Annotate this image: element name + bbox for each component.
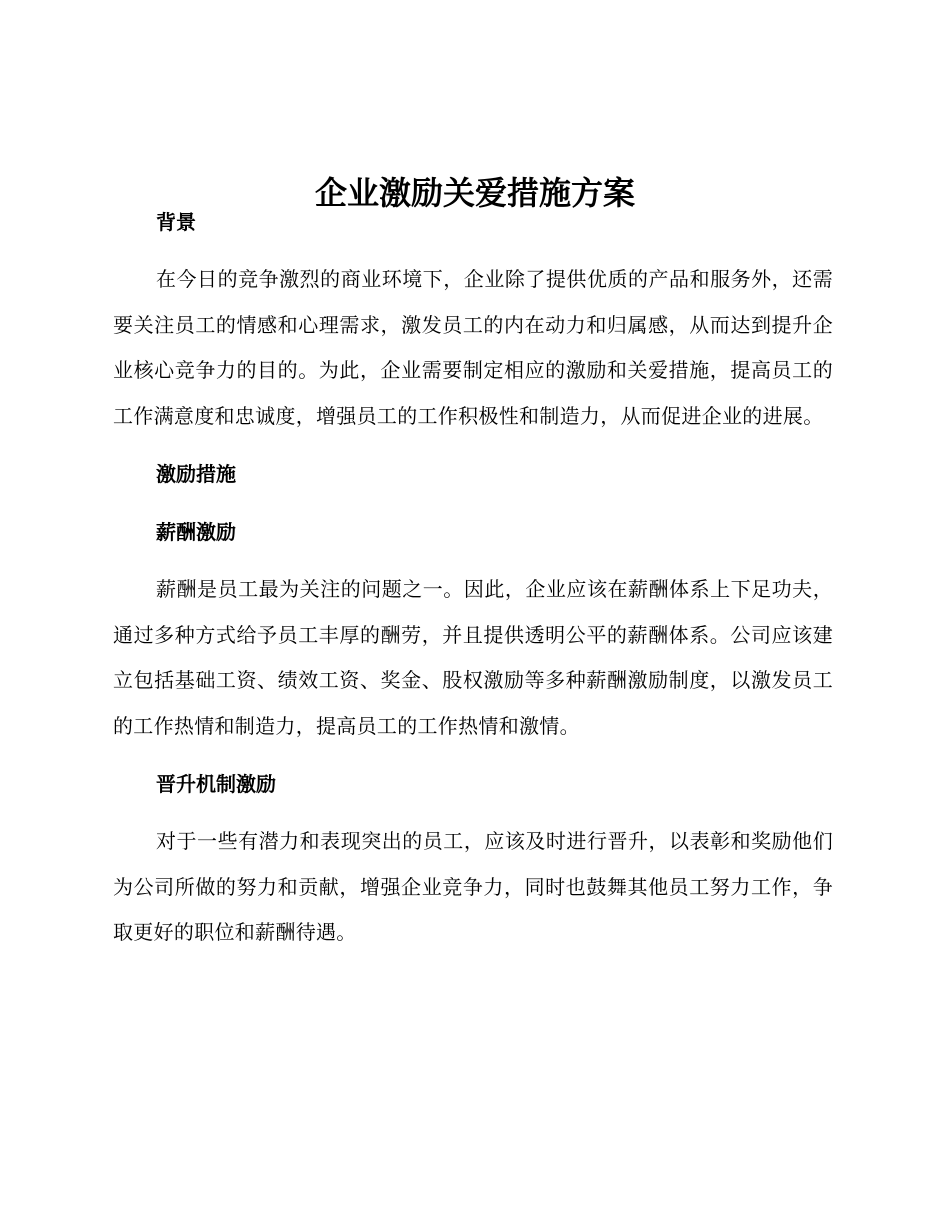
paragraph-promotion-incentive: 对于一些有潜力和表现突出的员工，应该及时进行晋升，以表彰和奖励他们为公司所做的努力和贡献，增强企业竞争力，同时也鼓舞其他员工努力工作，争取更好的职位和薪酬待遇。 [113,829,833,944]
section-heading-background: 背景 [156,210,196,234]
section-heading-salary-incentive: 薪酬激励 [156,520,236,544]
document-title: 企业激励关爱措施方案 [314,174,635,213]
section-heading-promotion-incentive: 晋升机制激励 [156,772,276,796]
section-heading-incentive-measures: 激励措施 [156,462,236,486]
document-body [113,205,833,956]
paragraph-background: 在今日的竞争激烈的商业环境下，企业除了提供优质的产品和服务外，还需要关注员工的情感和心理需求，激发员工的内在动力和归属感，从而达到提升企业核心竞争力的目的。为此，企业需要制定相应的激励和关爱措施，提高员工的工作满意度和忠诚度，增强员工的工作积极性和制造力，从而促进企业的进展。 [113,267,833,428]
paragraph-salary-incentive: 薪酬是员工最为关注的问题之一。因此，企业应该在薪酬体系上下足功夫，通过多种方式给予员工丰厚的酬劳，并且提供透明公平的薪酬体系。公司应该建立包括基础工资、绩效工资、奖金、股权激励等多种薪酬激励制度，以激发员工的工作热情和制造力，提高员工的工作热情和激情。 [113,577,833,738]
